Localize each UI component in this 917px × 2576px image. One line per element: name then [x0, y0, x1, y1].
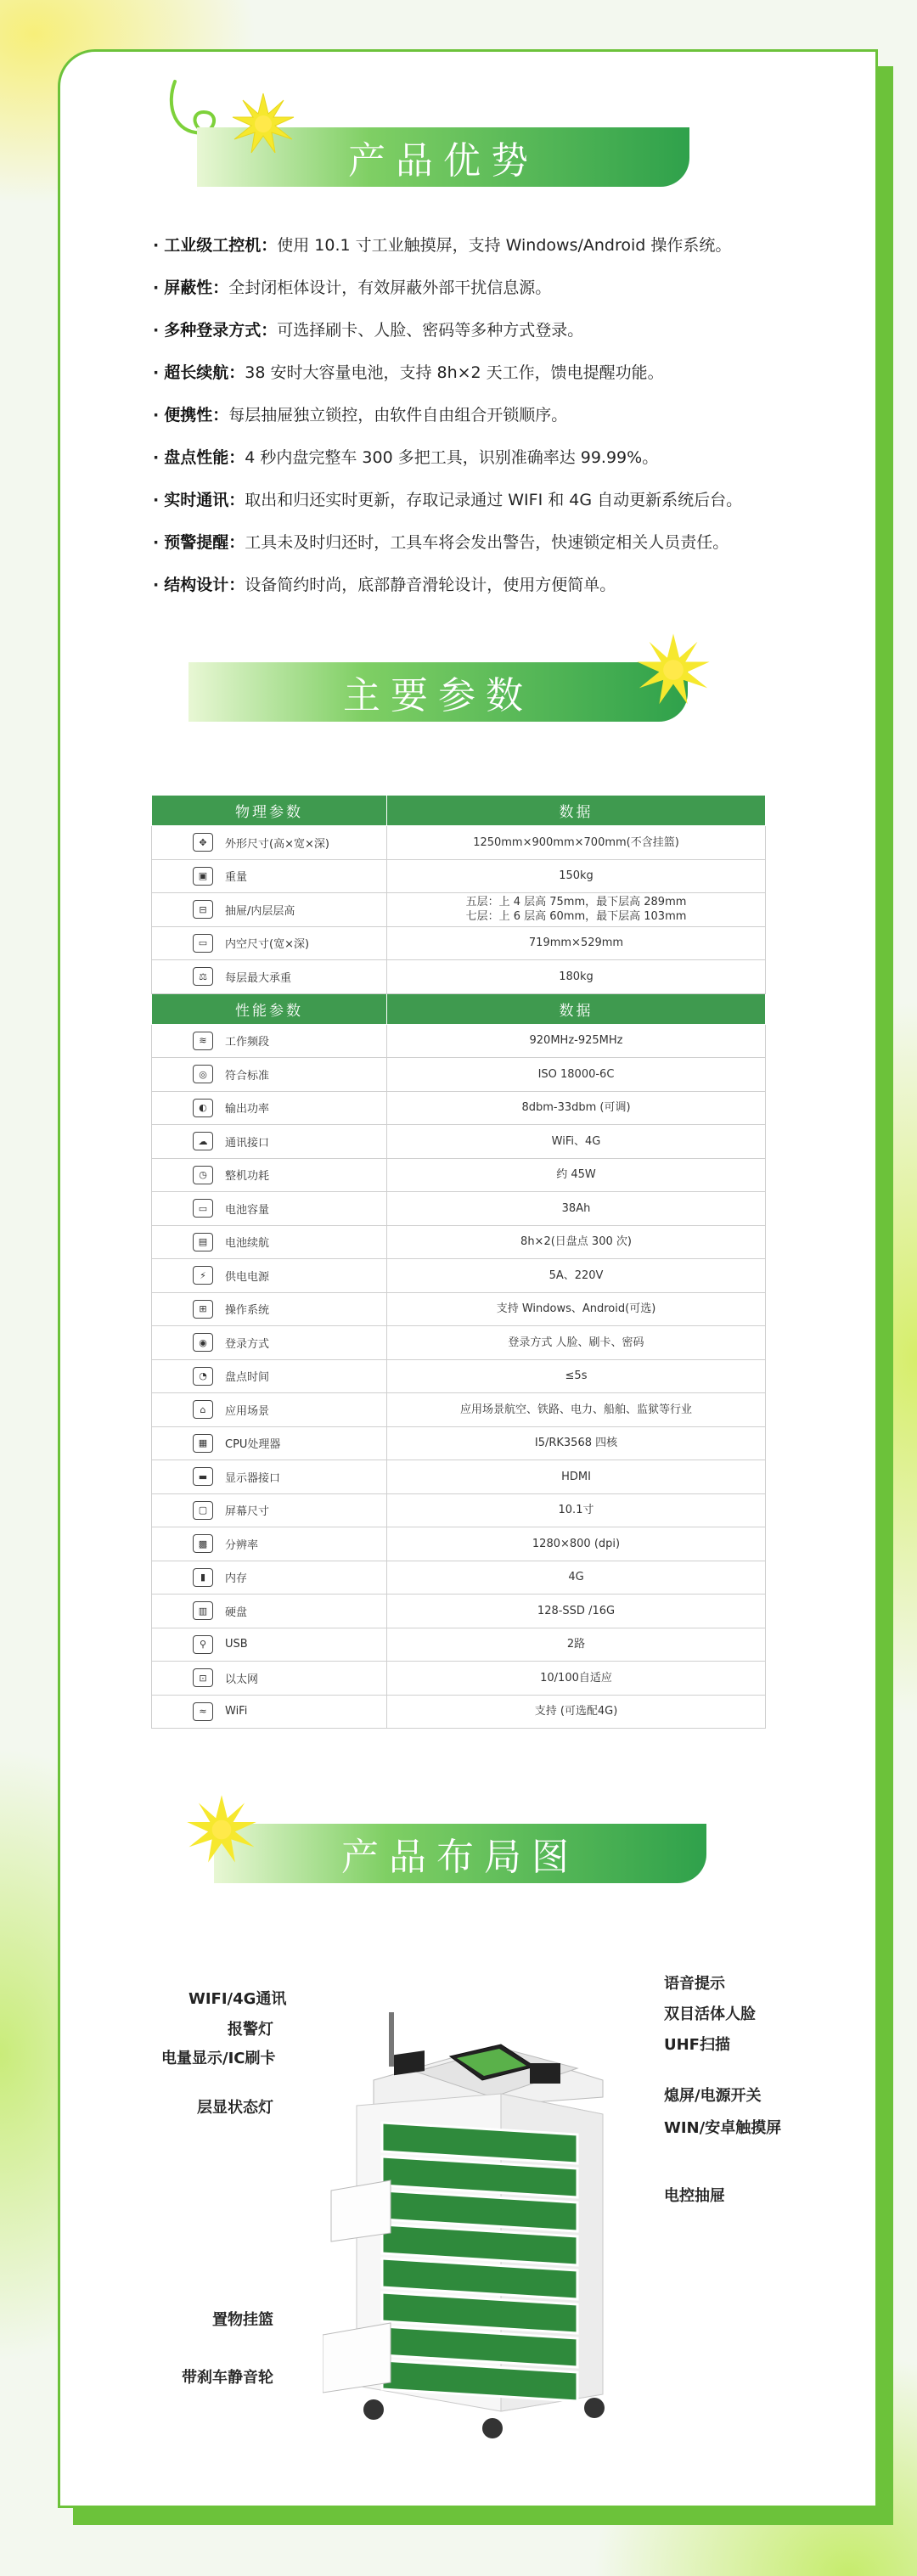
param-value-cell — [387, 1125, 766, 1159]
advantage-text: 设备简约时尚，底部静音滑轮设计，使用方便简单。 — [245, 576, 616, 594]
battery-icon: ▭ — [193, 1199, 213, 1218]
param-value-cell — [387, 1058, 766, 1092]
value-text: 七层：上 6 层高 60mm，最下层高 103mm — [465, 910, 687, 924]
table-row — [152, 1024, 766, 1058]
table-row — [152, 960, 766, 994]
params-section-title — [188, 662, 688, 722]
param-label: 应用场景 — [225, 1404, 270, 1418]
usb-icon: ⚲ — [193, 1635, 213, 1654]
value-text: 8dbm-33dbm (可调) — [521, 1101, 631, 1115]
header-cell: 数据 — [387, 993, 766, 1024]
product-layout-diagram — [0, 1953, 917, 2428]
advantage-item — [153, 277, 832, 319]
advantages-list — [153, 234, 832, 616]
param-value-cell — [387, 1695, 766, 1729]
value-text: 38Ah — [561, 1201, 591, 1215]
resolution-icon: ▩ — [193, 1534, 213, 1553]
param-label: 通讯接口 — [225, 1136, 270, 1150]
params-table — [151, 795, 766, 1729]
advantage-text: 可选择刷卡、人脸、密码等多种方式登录。 — [277, 321, 584, 340]
advantage-text: 每层抽屉独立锁控，由软件自由组合开锁顺序。 — [228, 406, 568, 425]
frequency-icon: ≋ — [193, 1032, 213, 1050]
table-row — [152, 1595, 766, 1628]
advantage-key: 实时通讯： — [164, 491, 245, 509]
param-label: 每层最大承重 — [225, 971, 292, 985]
param-name-cell — [152, 1426, 387, 1460]
value-text: 10.1寸 — [558, 1504, 594, 1517]
param-value-cell — [387, 1024, 766, 1058]
bullet: · — [153, 576, 160, 594]
param-label: 外形尺寸(高×宽×深) — [225, 837, 329, 851]
bullet: · — [153, 533, 160, 552]
param-name-cell — [152, 1225, 387, 1259]
value-text: 4G — [568, 1571, 584, 1584]
value-text: 支持 (可选配4G) — [534, 1705, 618, 1718]
load-icon: ⚖ — [193, 967, 213, 986]
param-value-cell — [387, 1393, 766, 1427]
header-cell: 数据 — [387, 796, 766, 826]
table-row — [152, 1125, 766, 1159]
advantage-key: 工业级工控机： — [164, 236, 278, 255]
table-row — [152, 1225, 766, 1259]
table-row — [152, 926, 766, 960]
table-row — [152, 1695, 766, 1729]
param-label: 工作频段 — [225, 1036, 270, 1049]
param-name-cell — [152, 1527, 387, 1561]
callout-label-right: 语音提示 — [664, 1975, 725, 1993]
table-row — [152, 1628, 766, 1662]
param-name-cell — [152, 1393, 387, 1427]
table-row — [152, 1091, 766, 1125]
inner-size-icon: ▭ — [193, 934, 213, 953]
table-row — [152, 1662, 766, 1696]
layout-section-title — [214, 1824, 706, 1883]
table-header-row — [152, 993, 766, 1024]
advantage-text: 全封闭柜体设计，有效屏蔽外部干扰信息源。 — [228, 278, 552, 297]
param-label: 内存 — [225, 1572, 248, 1586]
value-text: 8h×2(日盘点 300 次) — [520, 1235, 632, 1249]
params-title-text: 主要参数 — [343, 674, 533, 717]
value-text: WiFi、4G — [551, 1134, 601, 1148]
table-header-row — [152, 796, 766, 826]
callout-label-right: 双目活体人脸 — [664, 2005, 756, 2023]
value-text: 1250mm×900mm×700mm(不含挂篮) — [473, 835, 679, 849]
tool-cart-illustration — [323, 1987, 645, 2445]
param-label: 抽屉/内层层高 — [225, 904, 295, 918]
drawer-height-icon: ⊟ — [193, 900, 213, 919]
table-row — [152, 1426, 766, 1460]
advantage-item — [153, 489, 832, 532]
param-label: 以太网 — [225, 1673, 259, 1686]
param-label: 电池容量 — [225, 1203, 270, 1217]
advantage-item — [153, 319, 832, 362]
param-name-cell — [152, 1695, 387, 1729]
param-name-cell — [152, 859, 387, 893]
param-name-cell — [152, 1192, 387, 1226]
table-row — [152, 1527, 766, 1561]
table-row — [152, 859, 766, 893]
table-row — [152, 1393, 766, 1427]
param-value-cell — [387, 1628, 766, 1662]
param-value-cell — [387, 1493, 766, 1527]
bullet: · — [153, 406, 160, 425]
value-text: 支持 Windows、Android(可选) — [496, 1302, 656, 1316]
header-cell: 性能参数 — [152, 993, 387, 1024]
param-label: WiFi — [225, 1705, 248, 1718]
callout-label-right: WIN/安卓触摸屏 — [664, 2119, 782, 2137]
param-value-cell — [387, 826, 766, 860]
wifi-icon: ≈ — [193, 1702, 213, 1721]
callout-label-right: UHF扫描 — [664, 2036, 730, 2054]
param-value-cell — [387, 1225, 766, 1259]
bullet: · — [153, 278, 160, 297]
param-name-cell — [152, 1058, 387, 1092]
advantage-text: 使用 10.1 寸工业触摸屏，支持 Windows/Android 操作系统。 — [277, 236, 732, 255]
table-row — [152, 1058, 766, 1092]
param-name-cell — [152, 893, 387, 927]
advantage-item — [153, 574, 832, 616]
value-text: 5A、220V — [549, 1268, 604, 1282]
param-label: USB — [225, 1638, 248, 1651]
disk-icon: ▥ — [193, 1601, 213, 1620]
param-label: 分辨率 — [225, 1538, 259, 1552]
param-value-cell — [387, 926, 766, 960]
param-name-cell — [152, 1460, 387, 1494]
param-label: 操作系统 — [225, 1304, 270, 1318]
table-row — [152, 1561, 766, 1595]
advantage-item — [153, 532, 832, 574]
table-row — [152, 1192, 766, 1226]
param-value-cell — [387, 1527, 766, 1561]
memory-icon: ▮ — [193, 1568, 213, 1587]
param-value-cell — [387, 1595, 766, 1628]
param-label: 屏幕尺寸 — [225, 1505, 270, 1519]
table-row — [152, 826, 766, 860]
resize-icon: ✥ — [193, 833, 213, 852]
param-label: 登录方式 — [225, 1337, 270, 1351]
param-label: CPU处理器 — [225, 1438, 281, 1452]
value-text: 10/100自适应 — [540, 1671, 612, 1685]
param-value-cell — [387, 1091, 766, 1125]
callout-label-left: 层显状态灯 — [197, 2099, 273, 2117]
bullet: · — [153, 321, 160, 340]
table-row — [152, 1158, 766, 1192]
advantage-key: 预警提醒： — [164, 533, 245, 552]
home-icon: ⌂ — [193, 1400, 213, 1419]
login-icon: ◉ — [193, 1333, 213, 1352]
value-text: 920MHz-925MHz — [529, 1034, 623, 1048]
clock-icon: ◷ — [193, 1166, 213, 1184]
param-label: 整机功耗 — [225, 1170, 270, 1184]
layout-title-text: 产品布局图 — [341, 1836, 579, 1879]
param-label: 符合标准 — [225, 1069, 270, 1083]
param-name-cell — [152, 1024, 387, 1058]
header-cell: 物理参数 — [152, 796, 387, 826]
advantage-key: 便携性： — [164, 406, 229, 425]
table-row — [152, 1326, 766, 1360]
callout-label-left: 报警灯 — [228, 2021, 273, 2039]
param-value-cell — [387, 1561, 766, 1595]
param-value-cell — [387, 1158, 766, 1192]
param-value-cell — [387, 1662, 766, 1696]
advantage-item — [153, 404, 832, 447]
power-output-icon: ◐ — [193, 1099, 213, 1117]
advantages-title-text: 产品优势 — [348, 139, 538, 183]
ethernet-icon: ⊡ — [193, 1668, 213, 1687]
advantage-text: 38 安时大容量电池，支持 8h×2 天工作，馈电提醒功能。 — [245, 363, 664, 382]
sun-decoration-icon — [635, 632, 712, 708]
advantage-key: 盘点性能： — [164, 448, 245, 467]
value-text: HDMI — [561, 1470, 591, 1483]
param-name-cell — [152, 1662, 387, 1696]
advantage-item — [153, 362, 832, 404]
param-value-cell — [387, 1426, 766, 1460]
param-name-cell — [152, 1326, 387, 1360]
value-text: 1280×800 (dpi) — [532, 1537, 621, 1550]
advantage-key: 多种登录方式： — [164, 321, 278, 340]
timer-icon: ◔ — [193, 1367, 213, 1386]
param-value-cell — [387, 1192, 766, 1226]
param-name-cell — [152, 1259, 387, 1293]
bullet: · — [153, 448, 160, 467]
sun-decoration-icon — [231, 92, 295, 156]
advantage-text: 工具未及时归还时，工具车将会发出警告，快速锁定相关人员责任。 — [245, 533, 729, 552]
value-text: 180kg — [559, 970, 594, 983]
param-label: 盘点时间 — [225, 1371, 270, 1385]
param-label: 硬盘 — [225, 1606, 248, 1619]
advantage-item — [153, 447, 832, 489]
table-row — [152, 893, 766, 927]
param-value-cell — [387, 1460, 766, 1494]
param-label: 重量 — [225, 871, 248, 885]
advantage-item — [153, 234, 832, 277]
table-row — [152, 1493, 766, 1527]
advantage-key: 超长续航： — [164, 363, 245, 382]
callout-label-left: 电量显示/IC刷卡 — [161, 2050, 276, 2067]
callout-label-left: WIFI/4G通讯 — [188, 1990, 287, 2008]
callout-label-right: 熄屏/电源开关 — [664, 2087, 762, 2105]
value-text: 登录方式 人脸、刷卡、密码 — [508, 1336, 644, 1349]
param-name-cell — [152, 826, 387, 860]
value-text: 150kg — [559, 869, 594, 883]
value-text: I5/RK3568 四核 — [534, 1437, 618, 1450]
advantage-text: 取出和归还实时更新，存取记录通过 WIFI 和 4G 自动更新系统后台。 — [245, 491, 743, 509]
value-text: ISO 18000-6C — [537, 1067, 615, 1081]
param-name-cell — [152, 1493, 387, 1527]
param-name-cell — [152, 1292, 387, 1326]
bullet: · — [153, 236, 160, 255]
battery-life-icon: ▤ — [193, 1233, 213, 1251]
param-label: 输出功率 — [225, 1103, 270, 1116]
weight-icon: ▣ — [193, 867, 213, 886]
os-icon: ⊞ — [193, 1300, 213, 1319]
advantage-key: 屏蔽性： — [164, 278, 229, 297]
cloud-icon: ☁ — [193, 1132, 213, 1150]
param-label: 电池续航 — [225, 1237, 270, 1251]
param-name-cell — [152, 1125, 387, 1159]
param-value-cell — [387, 1326, 766, 1360]
param-value-cell — [387, 1292, 766, 1326]
param-value-cell — [387, 1359, 766, 1393]
table-row — [152, 1460, 766, 1494]
table-row — [152, 1259, 766, 1293]
value-text: 应用场景航空、铁路、电力、船舶、监狱等行业 — [459, 1403, 692, 1416]
param-value-cell — [387, 859, 766, 893]
callout-label-left: 置物挂篮 — [212, 2311, 273, 2329]
table-row — [152, 1359, 766, 1393]
cpu-icon: ▦ — [193, 1434, 213, 1453]
param-name-cell — [152, 960, 387, 994]
param-value-cell — [387, 960, 766, 994]
value-text: 2路 — [566, 1638, 586, 1651]
param-name-cell — [152, 926, 387, 960]
param-value-cell — [387, 893, 766, 927]
callout-label-left: 带刹车静音轮 — [182, 2369, 273, 2387]
param-name-cell — [152, 1561, 387, 1595]
param-name-cell — [152, 1359, 387, 1393]
value-text: 719mm×529mm — [528, 936, 624, 950]
standard-icon: ◎ — [193, 1065, 213, 1083]
param-name-cell — [152, 1158, 387, 1192]
advantage-text: 4 秒内盘完整车 300 多把工具，识别准确率达 99.99%。 — [245, 448, 659, 467]
callout-label-right: 电控抽屉 — [664, 2187, 725, 2205]
table-row — [152, 1292, 766, 1326]
bullet: · — [153, 491, 160, 509]
param-label: 内空尺寸(宽×深) — [225, 938, 310, 952]
param-name-cell — [152, 1595, 387, 1628]
power-supply-icon: ⚡ — [193, 1266, 213, 1285]
value-text: ≤5s — [565, 1370, 588, 1383]
display-port-icon: ▬ — [193, 1467, 213, 1486]
bullet: · — [153, 363, 160, 382]
value-text: 五层：上 4 层高 75mm，最下层高 289mm — [465, 896, 687, 909]
sun-decoration-icon — [185, 1793, 258, 1866]
param-value-cell — [387, 1259, 766, 1293]
param-name-cell — [152, 1091, 387, 1125]
value-text: 128-SSD /16G — [537, 1604, 616, 1617]
advantage-key: 结构设计： — [164, 576, 245, 594]
param-name-cell — [152, 1628, 387, 1662]
value-text: 约 45W — [556, 1168, 596, 1182]
screen-icon: ▢ — [193, 1501, 213, 1520]
param-label: 显示器接口 — [225, 1471, 281, 1485]
param-label: 供电电源 — [225, 1270, 270, 1284]
